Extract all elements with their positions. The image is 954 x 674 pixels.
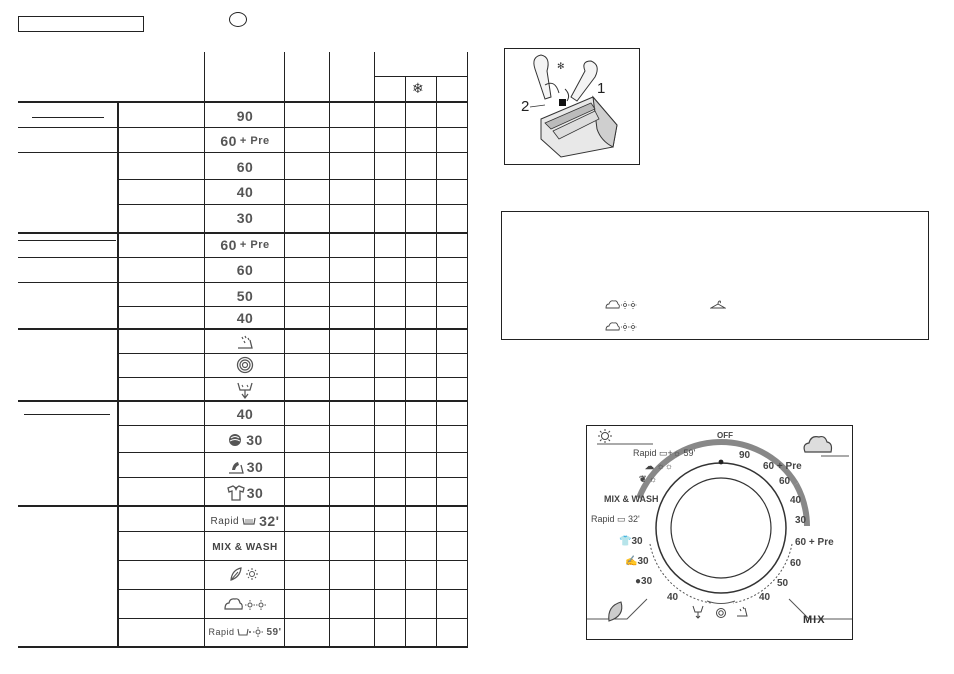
program-hand-30: 30 — [205, 454, 285, 480]
hanger-icon — [710, 299, 726, 309]
dial-rapid-59: Rapid ▭+☼ 59' — [633, 448, 696, 458]
dial-40-2: 40 — [759, 592, 771, 603]
dial-30: 30 — [795, 515, 807, 526]
program-30: 30 — [236, 210, 254, 226]
snowflake-icon: ❄ — [412, 80, 424, 96]
hand-wash-icon — [227, 459, 245, 475]
eco-leaf-icon — [609, 602, 622, 621]
svg-text:1: 1 — [597, 80, 606, 97]
program-eco — [205, 561, 285, 587]
dial-50: 50 — [777, 578, 789, 589]
rinse-icon — [737, 607, 747, 616]
off-label: OFF — [717, 431, 733, 440]
dial-40-low: 40 — [667, 592, 679, 603]
shirt-icon — [227, 485, 245, 501]
program-60-2: 60 — [236, 262, 254, 278]
dial-hand-30: ✍30 — [625, 556, 649, 567]
program-drain — [205, 378, 285, 402]
drain-icon — [236, 380, 254, 400]
header-circle — [229, 12, 247, 27]
program-40-2: 40 — [236, 310, 254, 326]
delicate-icon — [223, 595, 267, 613]
program-rapid-59: Rapid 59' — [208, 626, 282, 638]
dial-delicate: ☁ ☼☼ — [645, 461, 673, 471]
dial-mix-wash: MIX & WASH — [604, 494, 659, 504]
programme-selector-dial — [586, 425, 853, 640]
dial-60-2: 60 — [790, 558, 802, 569]
delicate-icon — [605, 321, 637, 331]
eco-icon — [228, 565, 262, 583]
dial-60-pre: 60 + Pre — [763, 461, 802, 472]
program-rinse — [205, 331, 285, 353]
delicate-icon — [605, 299, 637, 309]
spin-icon — [236, 356, 254, 374]
dial-shirt-30: 👕30 — [619, 536, 643, 547]
detergent-drawer-figure — [504, 48, 640, 165]
program-spin — [205, 353, 285, 377]
dial-40: 40 — [790, 495, 802, 506]
svg-text:2: 2 — [521, 98, 530, 115]
dial-90: 90 — [739, 450, 751, 461]
detergent-drawer-illustration — [505, 49, 639, 164]
program-40-3: 40 — [236, 406, 254, 422]
drain-icon — [693, 606, 703, 618]
program-60-pre-2: 60 + Pre — [220, 237, 270, 253]
dial-mix-label: MIX — [803, 614, 826, 626]
rapid-icon — [242, 516, 256, 526]
header-box — [18, 16, 144, 32]
rapid-sun-icon — [237, 626, 265, 638]
program-90: 90 — [236, 108, 254, 124]
cotton-icon — [804, 437, 831, 452]
program-delicate — [205, 589, 285, 619]
dial-60-pre-2: 60 + Pre — [795, 537, 834, 548]
dial-wool-30: ●30 — [635, 576, 653, 587]
program-rapid-32: Rapid 32' — [210, 513, 280, 529]
program-shirt-30: 30 — [205, 480, 285, 506]
svg-text:✻: ✻ — [557, 62, 565, 72]
program-60: 60 — [236, 159, 254, 175]
dial-graphics — [587, 426, 852, 639]
wool-icon — [227, 433, 243, 447]
dial-60: 60 — [779, 476, 791, 487]
info-box — [501, 211, 929, 340]
dial-eco: ❦ ☼ — [639, 474, 658, 484]
spin-icon — [717, 609, 726, 618]
program-40: 40 — [236, 184, 254, 200]
sun-icon — [598, 429, 612, 443]
program-wool-30: 30 — [205, 427, 285, 453]
program-mix-wash: MIX & WASH — [212, 541, 278, 553]
dial-rapid-32: Rapid ▭ 32' — [591, 514, 640, 524]
program-60-pre: 60 + Pre — [220, 133, 270, 149]
rinse-icon — [236, 334, 254, 350]
program-50: 50 — [236, 288, 254, 304]
